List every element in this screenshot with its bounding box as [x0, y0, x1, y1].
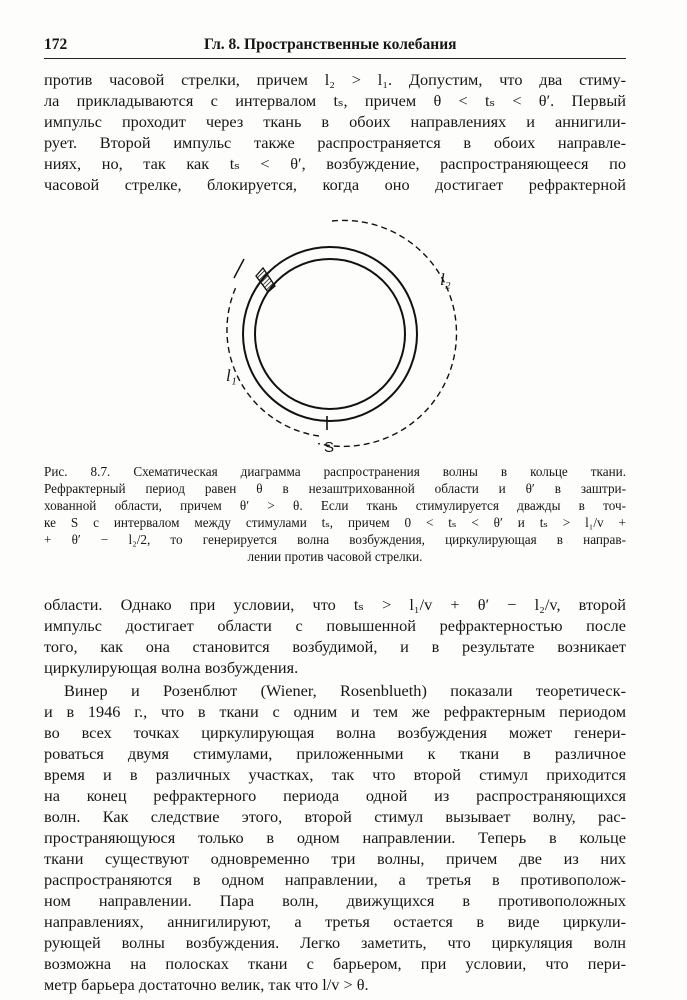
text-line: Винер и Розенблют (Wiener, Rosenblueth) показали теоретическ- — [64, 681, 626, 700]
text-line: время и в различных участках, так что второй стимул приходится — [44, 765, 626, 784]
text-line: часовой стрелке, блокируется, когда оно достигает рефрактерной — [44, 175, 626, 194]
text-line: против часовой стрелки, причем l₂ > l₁. Допустим, что два стиму- — [44, 70, 626, 89]
text-line: метр барьера достаточно велик, так что l/v > θ. — [44, 975, 369, 994]
text-line: волн. Как следствие этого, второй стимул вызывает волну, рас- — [44, 807, 626, 826]
text-line: и в 1946 г., что в ткани с одним и тем же рефрактерным периодом — [44, 702, 626, 721]
text-line: ла прикладываются с интервалом tₛ, причем θ < tₛ < θ′. Первый — [44, 91, 626, 110]
text-line: рующей волны возбуждения. Легко заметить, что циркуляция волн — [44, 933, 626, 952]
label-l2: l₂ — [440, 270, 451, 289]
header-rule — [44, 58, 626, 59]
running-title: Гл. 8. Пространственные колебания — [204, 36, 457, 53]
text-line: того, как она становится возбудимой, и в результате возникает — [44, 637, 626, 656]
text-line: направлениях, аннигилируют, а третья остается в виде циркули- — [44, 912, 626, 931]
ring-diagram-svg — [210, 210, 460, 460]
label-s: S — [324, 439, 335, 456]
inner-ring-boundary — [255, 259, 405, 409]
text-line: возможна на полосках ткани с барьером, при условии, что пери- — [44, 954, 626, 973]
caption-line: Рефрактерный период равен θ в незаштрихованной области и θ′ в заштри- — [44, 481, 626, 496]
text-line: пространяющуюся только в одном направлении. Теперь в кольце — [44, 828, 626, 847]
counterclockwise-dashed-arc — [227, 287, 319, 436]
text-line: рует. Второй импульс также распространяется в обоих направле- — [44, 133, 626, 152]
text-line: импульс проходит через ткань в обоих направлениях и аннигили- — [44, 112, 626, 131]
caption-line: лении против часовой стрелки. — [247, 549, 423, 564]
caption-line: хованной области, причем θ′ > θ. Если ткань стимулируется дважды в точ- — [44, 498, 626, 513]
outer-ring-boundary — [243, 247, 417, 421]
text-line: во всех точках циркулирующая волна возбуждения может генери- — [44, 723, 626, 742]
text-line: ном направлении. Пара волн, движущихся в противоположных — [44, 891, 626, 910]
text-line: роваться двумя стимулами, приложенными к ткани в различное — [44, 744, 626, 763]
clockwise-dashed-arc — [318, 220, 456, 446]
caption-line: ке S с интервалом между стимулами tₛ, причем 0 < tₛ < θ′ и tₛ > l₁/v + — [44, 515, 626, 530]
text-line: циркулирующая волна возбуждения. — [44, 658, 299, 677]
text-line: распространяются в одном направлении, а третья в противополож- — [44, 870, 626, 889]
text-line: ниях, но, так как tₛ < θ′, возбуждение, распространяющееся по — [44, 154, 626, 173]
ring-diagram — [210, 210, 460, 460]
text-line: области. Однако при условии, что tₛ > l₁/v + θ′ − l₂/v, второй — [44, 595, 626, 614]
label-l1: l₁ — [226, 366, 237, 385]
text-line: ткани существуют одновременно три волны, причем две из них — [44, 849, 626, 868]
arc-start-mark — [234, 259, 244, 278]
caption-line: Рис. 8.7. Схематическая диаграмма распространения волны в кольце ткани. — [44, 464, 626, 479]
text-line: на конец рефрактерного периода одной из распространяющихся — [44, 786, 626, 805]
caption-line: + θ′ − l₂/2, то генерируется волна возбуждения, циркулирующая в направ- — [44, 532, 626, 547]
text-line: импульс достигает области с повышенной рефрактерностью после — [44, 616, 626, 635]
hatched-refractory-region — [256, 268, 275, 292]
page-number: 172 — [44, 36, 68, 53]
